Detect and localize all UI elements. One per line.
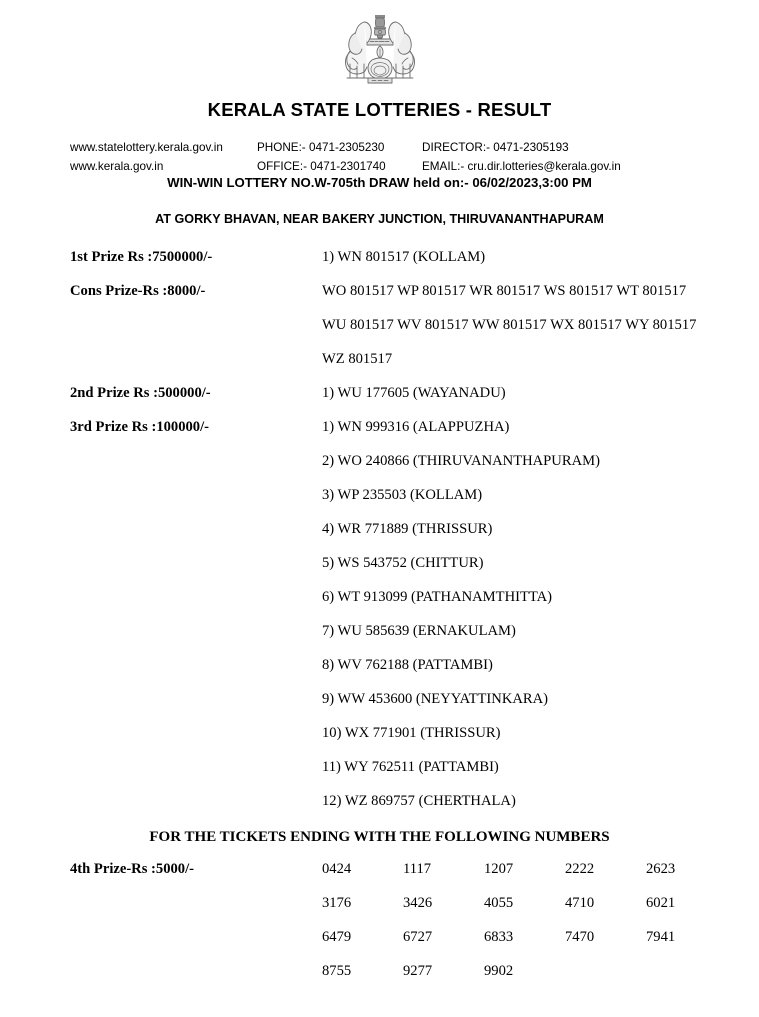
number-cell: 9902 bbox=[484, 963, 514, 979]
prize-value: WU 801517 WV 801517 WW 801517 WX 801517 WY 801517 bbox=[322, 317, 697, 333]
prize-row bbox=[0, 623, 759, 657]
prize-row bbox=[0, 589, 759, 623]
email-address[interactable]: EMAIL:- cru.dir.lotteries@kerala.gov.in bbox=[422, 160, 621, 173]
fourth-prize-label: 4th Prize-Rs :5000/- bbox=[70, 861, 195, 877]
prize-list bbox=[0, 249, 759, 827]
prize-label: 2nd Prize Rs :500000/- bbox=[70, 385, 211, 401]
prize-label: Cons Prize-Rs :8000/- bbox=[70, 283, 206, 299]
number-cell: 1117 bbox=[403, 861, 432, 877]
prize-row bbox=[0, 555, 759, 589]
prize-row bbox=[0, 249, 759, 283]
prize-row bbox=[0, 759, 759, 793]
director-number: DIRECTOR:- 0471-2305193 bbox=[422, 141, 569, 154]
prize-row bbox=[0, 521, 759, 555]
number-cell bbox=[565, 963, 646, 997]
website-link-kerala[interactable]: www.kerala.gov.in bbox=[70, 160, 164, 173]
number-cell: 2623 bbox=[646, 861, 676, 877]
prize-row bbox=[0, 283, 759, 317]
number-cell: 0424 bbox=[322, 861, 352, 877]
prize-value: 10) WX 771901 (THRISSUR) bbox=[322, 725, 501, 741]
prize-value: 12) WZ 869757 (CHERTHALA) bbox=[322, 793, 516, 809]
prize-value: 1) WN 999316 (ALAPPUZHA) bbox=[322, 419, 510, 435]
prize-row bbox=[0, 657, 759, 691]
prize-row bbox=[0, 487, 759, 521]
number-row bbox=[322, 895, 712, 929]
prize-value: 9) WW 453600 (NEYYATTINKARA) bbox=[322, 691, 549, 707]
prize-value: 3) WP 235503 (KOLLAM) bbox=[322, 487, 483, 503]
number-cell: 3176 bbox=[322, 895, 352, 911]
kerala-government-emblem-icon bbox=[334, 6, 426, 94]
prize-value: WZ 801517 bbox=[322, 351, 393, 367]
prize-value: 11) WY 762511 (PATTAMBI) bbox=[322, 759, 499, 775]
prize-row bbox=[0, 385, 759, 419]
contact-row bbox=[70, 157, 710, 176]
number-cell: 9277 bbox=[403, 963, 433, 979]
prize-value: 4) WR 771889 (THRISSUR) bbox=[322, 521, 493, 537]
prize-label: 1st Prize Rs :7500000/- bbox=[70, 249, 213, 265]
prize-value: WO 801517 WP 801517 WR 801517 WS 801517 WT 801517 bbox=[322, 283, 687, 299]
prize-row bbox=[0, 691, 759, 725]
fourth-prize-number-grid bbox=[322, 861, 712, 997]
draw-details-line: WIN-WIN LOTTERY NO.W-705th DRAW held on:- 06/02/2023,3:00 PM bbox=[167, 175, 592, 190]
prize-row bbox=[0, 453, 759, 487]
number-cell: 2222 bbox=[565, 861, 595, 877]
number-cell: 4710 bbox=[565, 895, 595, 911]
number-cell: 6021 bbox=[646, 895, 676, 911]
number-cell: 7470 bbox=[565, 929, 595, 945]
contact-row bbox=[70, 138, 710, 157]
prize-value: 7) WU 585639 (ERNAKULAM) bbox=[322, 623, 516, 639]
number-cell: 6479 bbox=[322, 929, 352, 945]
prize-row bbox=[0, 419, 759, 453]
prize-value: 2) WO 240866 (THIRUVANANTHAPURAM) bbox=[322, 453, 600, 469]
prize-row bbox=[0, 351, 759, 385]
office-number: OFFICE:- 0471-2301740 bbox=[257, 160, 386, 173]
number-row bbox=[322, 861, 712, 895]
emblem-container bbox=[0, 6, 759, 94]
prize-value: 1) WU 177605 (WAYANADU) bbox=[322, 385, 506, 401]
number-cell: 8755 bbox=[322, 963, 352, 979]
number-cell: 1207 bbox=[484, 861, 514, 877]
number-cell: 6833 bbox=[484, 929, 514, 945]
website-link-statelottery[interactable]: www.statelottery.kerala.gov.in bbox=[70, 141, 223, 154]
venue-line: AT GORKY BHAVAN, NEAR BAKERY JUNCTION, THIRUVANANTHAPURAM bbox=[155, 212, 604, 226]
number-cell: 3426 bbox=[403, 895, 433, 911]
prize-value: 5) WS 543752 (CHITTUR) bbox=[322, 555, 484, 571]
number-cell: 7941 bbox=[646, 929, 676, 945]
number-cell bbox=[646, 963, 727, 997]
number-row bbox=[322, 963, 712, 997]
prize-label: 3rd Prize Rs :100000/- bbox=[70, 419, 210, 435]
prize-row bbox=[0, 317, 759, 351]
page-title: KERALA STATE LOTTERIES - RESULT bbox=[207, 99, 552, 120]
prize-value: 1) WN 801517 (KOLLAM) bbox=[322, 249, 486, 265]
prize-value: 8) WV 762188 (PATTAMBI) bbox=[322, 657, 493, 673]
number-cell: 4055 bbox=[484, 895, 514, 911]
prize-row bbox=[0, 793, 759, 827]
prize-row bbox=[0, 725, 759, 759]
phone-number: PHONE:- 0471-2305230 bbox=[257, 141, 385, 154]
prize-value: 6) WT 913099 (PATHANAMTHITTA) bbox=[322, 589, 553, 605]
ending-numbers-heading: FOR THE TICKETS ENDING WITH THE FOLLOWING NUMBERS bbox=[149, 829, 610, 845]
number-cell: 6727 bbox=[403, 929, 433, 945]
contact-info-block bbox=[70, 138, 710, 176]
number-row bbox=[322, 929, 712, 963]
